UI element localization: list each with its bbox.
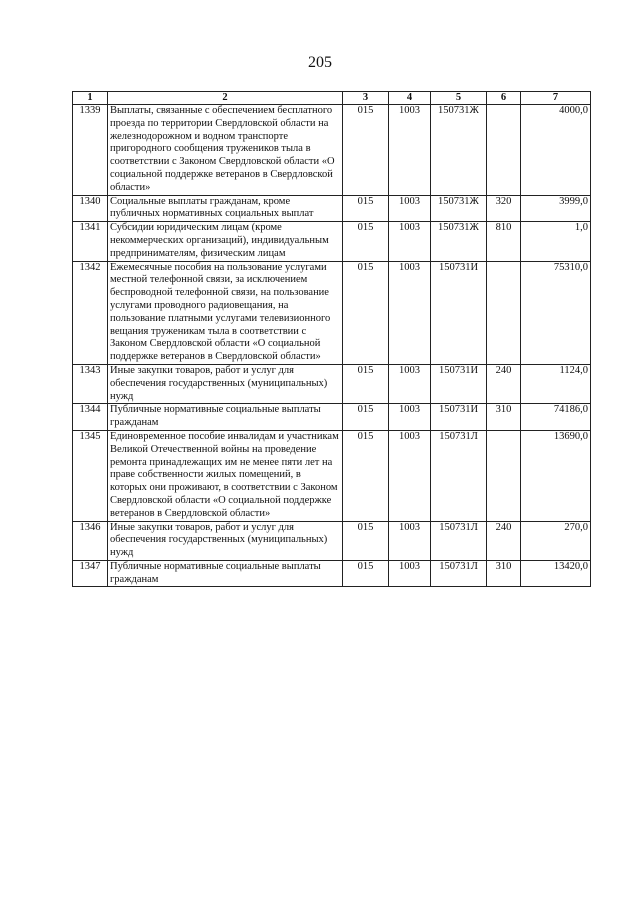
cell-col5: 150731И bbox=[431, 364, 487, 403]
header-cell: 1 bbox=[73, 92, 108, 105]
header-cell: 2 bbox=[108, 92, 343, 105]
table-row bbox=[73, 521, 591, 560]
cell-col4: 1003 bbox=[389, 222, 431, 261]
row-number: 1340 bbox=[73, 195, 108, 222]
cell-col3: 015 bbox=[343, 195, 389, 222]
cell-col6: 810 bbox=[487, 222, 521, 261]
row-description: Выплаты, связанные с обеспечением бесплатного проезда по территории Свердловской области на железнодорожном и водном транспорте пригородного сообщения тружеников тыла в соответствии с Законом Свердловской области «О социальной поддержке ветеранов в Свердловской области» bbox=[108, 105, 343, 196]
cell-col4: 1003 bbox=[389, 521, 431, 560]
row-number: 1347 bbox=[73, 560, 108, 587]
cell-col4: 1003 bbox=[389, 404, 431, 431]
cell-col6 bbox=[487, 261, 521, 364]
cell-amount: 75310,0 bbox=[521, 261, 591, 364]
cell-col4: 1003 bbox=[389, 430, 431, 521]
header-cell: 3 bbox=[343, 92, 389, 105]
cell-col4: 1003 bbox=[389, 261, 431, 364]
row-description: Иные закупки товаров, работ и услуг для обеспечения государственных (муниципальных) нужд bbox=[108, 521, 343, 560]
cell-col3: 015 bbox=[343, 364, 389, 403]
cell-col5: 150731И bbox=[431, 404, 487, 431]
page-number: 205 bbox=[308, 54, 332, 71]
cell-amount: 270,0 bbox=[521, 521, 591, 560]
cell-col3: 015 bbox=[343, 430, 389, 521]
header-cell: 6 bbox=[487, 92, 521, 105]
cell-col5: 150731Л bbox=[431, 430, 487, 521]
cell-col3: 015 bbox=[343, 560, 389, 587]
cell-col5: 150731И bbox=[431, 261, 487, 364]
cell-col4: 1003 bbox=[389, 105, 431, 196]
cell-col6: 310 bbox=[487, 560, 521, 587]
cell-col3: 015 bbox=[343, 222, 389, 261]
header-cell: 7 bbox=[521, 92, 591, 105]
budget-table bbox=[72, 91, 591, 587]
cell-col6: 310 bbox=[487, 404, 521, 431]
cell-amount: 1,0 bbox=[521, 222, 591, 261]
row-number: 1346 bbox=[73, 521, 108, 560]
row-description: Социальные выплаты гражданам, кроме публичных нормативных социальных выплат bbox=[108, 195, 343, 222]
row-number: 1341 bbox=[73, 222, 108, 261]
table-row bbox=[73, 430, 591, 521]
table-row bbox=[73, 404, 591, 431]
cell-col3: 015 bbox=[343, 404, 389, 431]
row-number: 1345 bbox=[73, 430, 108, 521]
table-row bbox=[73, 560, 591, 587]
cell-col5: 150731Л bbox=[431, 521, 487, 560]
row-number: 1344 bbox=[73, 404, 108, 431]
table-row bbox=[73, 364, 591, 403]
cell-amount: 1124,0 bbox=[521, 364, 591, 403]
row-number: 1343 bbox=[73, 364, 108, 403]
cell-col4: 1003 bbox=[389, 195, 431, 222]
cell-col4: 1003 bbox=[389, 560, 431, 587]
row-description: Иные закупки товаров, работ и услуг для обеспечения государственных (муниципальных) нужд bbox=[108, 364, 343, 403]
cell-col6 bbox=[487, 105, 521, 196]
row-description: Единовременное пособие инвалидам и участникам Великой Отечественной войны на проведение ремонта принадлежащих им не менее пяти лет на праве собственности жилых помещений, в которых они проживают, в соответствии с Законом Свердловской области «О социальной поддержке ветеранов в Свердловской области» bbox=[108, 430, 343, 521]
cell-col3: 015 bbox=[343, 521, 389, 560]
header-cell: 5 bbox=[431, 92, 487, 105]
table-row bbox=[73, 222, 591, 261]
cell-col4: 1003 bbox=[389, 364, 431, 403]
row-number: 1342 bbox=[73, 261, 108, 364]
cell-amount: 74186,0 bbox=[521, 404, 591, 431]
cell-col5: 150731Ж bbox=[431, 195, 487, 222]
cell-col6: 240 bbox=[487, 521, 521, 560]
row-description: Ежемесячные пособия на пользование услугами местной телефонной связи, за исключением беспроводной телефонной связи, на пользование услугами проводного радиовещания, на пользование платными услугами телевизионного вещания труженикам тыла в соответствии с Законом Свердловской области «О социальной поддержке ветеранов в Свердловской области» bbox=[108, 261, 343, 364]
table-row bbox=[73, 261, 591, 364]
cell-col5: 150731Ж bbox=[431, 105, 487, 196]
table-row bbox=[73, 105, 591, 196]
cell-amount: 13690,0 bbox=[521, 430, 591, 521]
cell-col6 bbox=[487, 430, 521, 521]
cell-col3: 015 bbox=[343, 261, 389, 364]
cell-col5: 150731Л bbox=[431, 560, 487, 587]
row-description: Публичные нормативные социальные выплаты гражданам bbox=[108, 404, 343, 431]
header-row bbox=[73, 92, 591, 105]
cell-col5: 150731Ж bbox=[431, 222, 487, 261]
cell-col6: 240 bbox=[487, 364, 521, 403]
row-description: Субсидии юридическим лицам (кроме некоммерческих организаций), индивидуальным предпринимателям, физическим лицам bbox=[108, 222, 343, 261]
cell-amount: 13420,0 bbox=[521, 560, 591, 587]
cell-amount: 3999,0 bbox=[521, 195, 591, 222]
cell-col6: 320 bbox=[487, 195, 521, 222]
header-cell: 4 bbox=[389, 92, 431, 105]
table-row bbox=[73, 195, 591, 222]
row-number: 1339 bbox=[73, 105, 108, 196]
row-description: Публичные нормативные социальные выплаты гражданам bbox=[108, 560, 343, 587]
cell-amount: 4000,0 bbox=[521, 105, 591, 196]
cell-col3: 015 bbox=[343, 105, 389, 196]
